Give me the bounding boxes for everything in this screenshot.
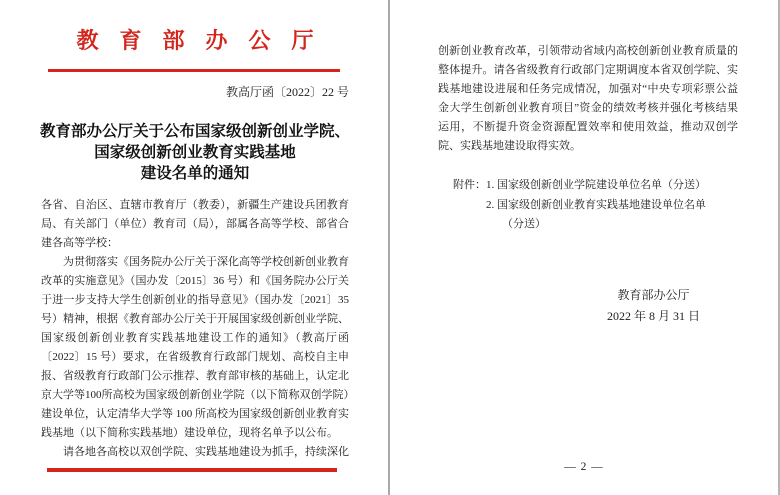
attachments-list <box>486 176 721 235</box>
signature-block <box>607 285 700 327</box>
paragraph-2-start: 请各地各高校以双创学院、实践基地建设为抓手，持续深化 <box>63 446 349 458</box>
page-1-footer-rule <box>47 468 337 472</box>
signer-name: 教育部办公厅 <box>617 287 690 302</box>
page-2 <box>390 0 780 495</box>
document-number: 教高厅函〔2022〕22 号 <box>225 85 349 99</box>
notice-title-line-1: 教育部办公厅关于公布国家级创新创业学院、 <box>39 123 350 140</box>
paragraph-2-continued: 创新创业教育改革，引领带动省域内高校创新创业教育质量的整体提升。请各省级教育行政部门定期调度本省双创学院、实践基地建设进展和任务完成情况，加强对“中央专项彩票公益金大学生创新创业教育项目”资金的绩效考核并强化考核结果运用，不断提升资金资源配置效率和使用效益，推动双创学院、实践基地建设取得实效。 <box>438 45 738 152</box>
attachment-item-1: 1. 国家级创新创业学院建设单位名单（分送） <box>486 179 706 191</box>
page-number: — 2 — <box>564 461 604 473</box>
letterhead-rule <box>48 69 340 72</box>
notice-title-line-2: 国家级创新创业教育实践基地 <box>94 144 296 161</box>
attachments-block <box>438 176 738 235</box>
signature-date: 2022 年 8 月 31 日 <box>606 308 700 323</box>
paragraph-1: 为贯彻落实《国务院办公厅关于深化高等学校创新创业教育改革的实施意见》（国办发〔2015〕36 号）和《国务院办公厅关于进一步支持大学生创新创业的指导意见》（国办发〔2021〕35 号）精神，根据《教育部办公厅关于开展国家级创新创业学院、国家级创新创业教育实践基地建设工作的通知》（教高厅函〔2022〕15 号）要求，在省级教育行政部门规划、高校自主申报、省级教育行政部门公示推荐、教育部审核的基础上，认定北京大学等100所高校为国家级创新创业学院（以下简称双创学院）建设单位，认定清华大学等 100 所高校为国家级创新创业教育实践基地（以下简称实践基地）建设单位，现将名单予以公布。 <box>41 256 349 439</box>
letterhead-title: 教育部办公厅 <box>76 28 335 53</box>
notice-title-line-3: 建设名单的通知 <box>140 165 250 182</box>
attachment-item-2: 2. 国家级创新创业教育实践基地建设单位名单（分送） <box>486 198 706 230</box>
page-2-body <box>438 42 738 156</box>
salutation: 各省、自治区、直辖市教育厅（教委），新疆生产建设兵团教育局、有关部门（单位）教育司（局），部属各高等学校、部省合建各高等学校： <box>41 199 349 249</box>
page-1-body <box>41 196 349 462</box>
notice-title <box>29 121 361 184</box>
attachments-label: 附件： <box>453 179 486 191</box>
